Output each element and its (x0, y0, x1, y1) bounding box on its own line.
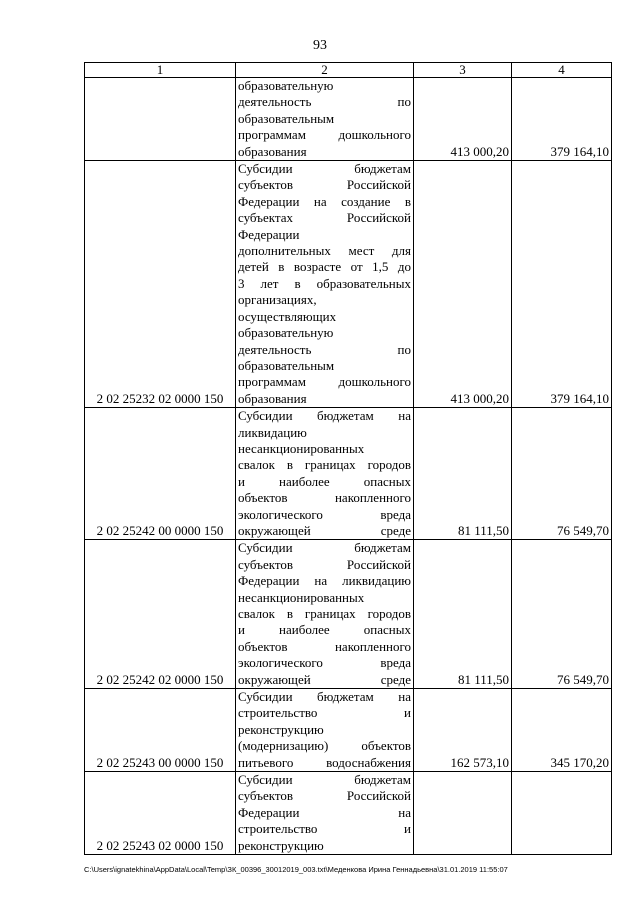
table-row (85, 540, 612, 689)
description-line: экологического вреда (238, 655, 411, 671)
budget-code-cell: 2 02 25232 02 0000 150 (85, 161, 236, 408)
table-header-row (85, 63, 612, 78)
description-line: реконструкцию (238, 837, 324, 853)
description-line: деятельность по (238, 94, 411, 110)
description-line: свалок в границах городов (238, 606, 411, 621)
table-row (85, 772, 612, 855)
description-line: ликвидацию (238, 424, 307, 440)
description-line: свалок в границах городов (238, 457, 411, 473)
description-line: программам дошкольного (238, 374, 411, 390)
description-line: Федерации (238, 226, 300, 242)
amount-col4-cell: 76 549,70 (512, 540, 612, 689)
description-line: образования (238, 143, 307, 159)
description-line: Федерации на создание в (238, 193, 411, 209)
description-cell (236, 540, 414, 689)
description-line: и наиболее опасных (238, 473, 411, 489)
description-line: питьевого водоснабжения (238, 754, 411, 770)
description-line: образовательным (238, 357, 335, 373)
amount-col4-cell: 379 164,10 (512, 78, 612, 161)
amount-col3-cell: 413 000,20 (414, 161, 512, 408)
amount-col4-cell: 379 164,10 (512, 161, 612, 408)
budget-code-cell (85, 78, 236, 161)
budget-code-cell: 2 02 25242 02 0000 150 (85, 540, 236, 689)
description-line: детей в возрасте от 1,5 до (238, 259, 411, 275)
amount-col3-cell: 162 573,10 (414, 689, 512, 772)
column-header-3: 3 (414, 63, 512, 78)
description-line: дополнительных мест для (238, 243, 411, 259)
description-cell (236, 161, 414, 408)
description-line: реконструкцию (238, 721, 324, 737)
description-line: деятельность по (238, 341, 411, 357)
description-line: объектов накопленного (238, 638, 411, 654)
amount-col3-cell: 81 111,50 (414, 408, 512, 540)
amount-col4-cell (512, 772, 612, 855)
amount-col3-cell: 413 000,20 (414, 78, 512, 161)
description-line: строительство и (238, 705, 411, 721)
description-line: несанкционированных (238, 440, 365, 456)
description-line: субъектов Российской (238, 788, 411, 804)
budget-table (84, 62, 612, 855)
description-line: образовательную (238, 325, 334, 341)
column-header-2: 2 (236, 63, 414, 78)
description-line: образовательную (238, 78, 334, 93)
description-line: Субсидии бюджетам (238, 540, 411, 556)
description-line: окружающей среде (238, 671, 411, 687)
page-number: 93 (313, 38, 327, 53)
description-line: субъектов Российской (238, 177, 411, 193)
description-line: и наиболее опасных (238, 622, 411, 638)
amount-col4-cell: 76 549,70 (512, 408, 612, 540)
description-cell (236, 408, 414, 540)
description-line: Субсидии бюджетам (238, 161, 411, 177)
description-cell (236, 772, 414, 855)
description-line: (модернизацию) объектов (238, 738, 411, 754)
amount-col3-cell: 81 111,50 (414, 540, 512, 689)
description-line: организациях, (238, 292, 317, 308)
description-line: осуществляющих (238, 308, 337, 324)
description-line: образовательным (238, 110, 335, 126)
description-line: образования (238, 390, 307, 406)
description-line: экологического вреда (238, 506, 411, 522)
description-line: строительство и (238, 821, 411, 837)
description-line: 3 лет в образовательных (238, 275, 411, 291)
description-line: Субсидии бюджетам на (238, 408, 411, 424)
table-row (85, 161, 612, 408)
description-line: Субсидии бюджетам (238, 772, 411, 788)
description-line: Федерации на ликвидацию (238, 573, 411, 589)
budget-code-cell: 2 02 25242 00 0000 150 (85, 408, 236, 540)
description-line: программам дошкольного (238, 127, 411, 143)
column-header-4: 4 (512, 63, 612, 78)
description-line: несанкционированных (238, 589, 365, 605)
amount-col4-cell: 345 170,20 (512, 689, 612, 772)
description-line: объектов накопленного (238, 490, 411, 506)
table-row (85, 408, 612, 540)
description-cell (236, 689, 414, 772)
table-row (85, 689, 612, 772)
budget-code-cell: 2 02 25243 02 0000 150 (85, 772, 236, 855)
description-line: Субсидии бюджетам на (238, 689, 411, 705)
budget-code-cell: 2 02 25243 00 0000 150 (85, 689, 236, 772)
description-line: окружающей среде (238, 522, 411, 538)
table-row (85, 78, 612, 161)
description-line: Федерации на (238, 804, 411, 820)
description-line: субъектов Российской (238, 556, 411, 572)
description-cell (236, 78, 414, 161)
column-header-1: 1 (85, 63, 236, 78)
description-line: субъектах Российской (238, 210, 411, 226)
amount-col3-cell (414, 772, 512, 855)
file-path-footer: C:\Users\ignatekhina\AppData\Local\Temp\ЗК_00396_30012019_003.txt\Меденкова Ирина Геннадьевна\31.01.2019 11:55:07 (84, 865, 508, 874)
